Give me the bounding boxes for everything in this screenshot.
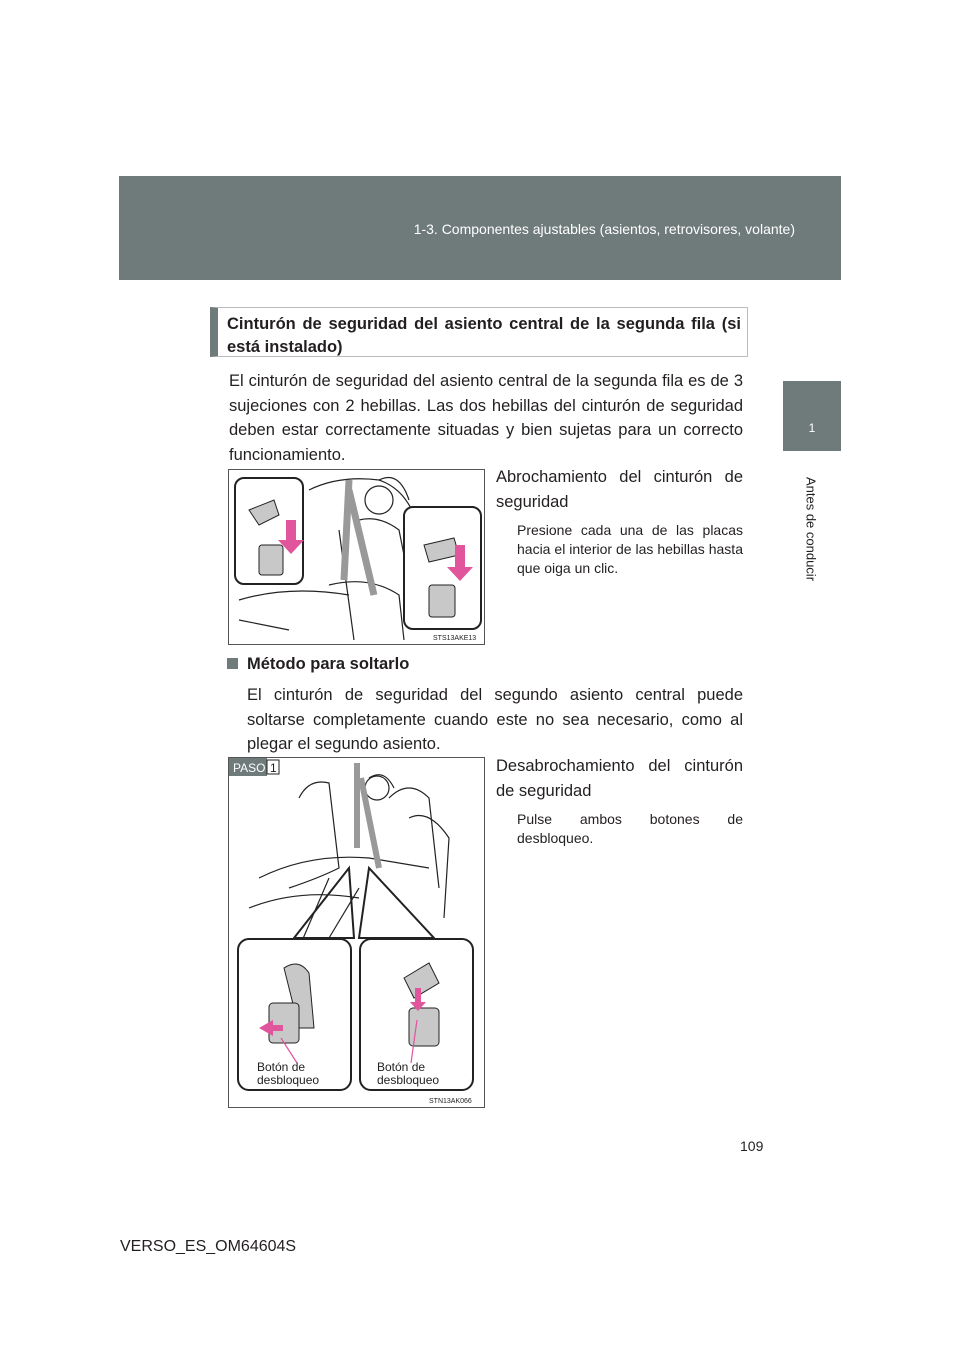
breadcrumb: 1-3. Componentes ajustables (asientos, retrovisores, volante) [413, 221, 795, 237]
step-number: 1 [270, 761, 277, 775]
figure2-caption-title: Desabrochamiento del cinturón de seguridad [496, 757, 743, 800]
chapter-number: 1 [808, 421, 816, 435]
document-code: VERSO_ES_OM64604S [120, 1238, 297, 1255]
left-callout: Botón de desbloqueo [257, 1060, 320, 1087]
figure1-caption-text: Presione cada una de las placas hacia el interior de las hebillas hasta que oiga un clic. [517, 522, 743, 576]
subsection-title: Método para soltarlo [247, 655, 410, 673]
figure1-code: STS13AKE13 [433, 635, 477, 642]
intro-paragraph: El cinturón de seguridad del asiento central de la segunda fila es de 3 sujeciones con 2 hebillas. Las dos hebillas del cinturón de seguridad deben estar correctamente situadas y bien sujetas para un correcto funcionamiento. [229, 372, 743, 464]
figure2-caption-text: Pulse ambos botones de desbloqueo. [517, 811, 743, 846]
right-callout: Botón de desbloqueo [377, 1060, 440, 1087]
page-number: 109 [740, 1138, 764, 1154]
chapter-header-band [119, 176, 841, 280]
step-label: PASO [233, 761, 266, 775]
chapter-label: Antes de conducir [803, 476, 819, 582]
section-title: Cinturón de seguridad del asiento central de la segunda fila (si está instalado) [227, 315, 741, 356]
subsection-bullet [227, 658, 238, 669]
unbuckling-illustration [229, 758, 484, 1107]
buckling-illustration [229, 470, 484, 644]
figure-unbuckling [228, 757, 485, 1108]
chapter-label-vertical [799, 468, 823, 590]
section-heading-box [210, 307, 748, 357]
subsection-text: El cinturón de seguridad del segundo asiento central puede soltarse completamente cuando este no sea necesario, como al plegar el segundo asiento. [247, 686, 743, 753]
figure-buckling [228, 469, 485, 645]
figure2-code: STN13AK066 [429, 1098, 472, 1105]
chapter-tab [783, 381, 841, 451]
figure1-caption-title: Abrochamiento del cinturón de seguridad [496, 468, 743, 511]
